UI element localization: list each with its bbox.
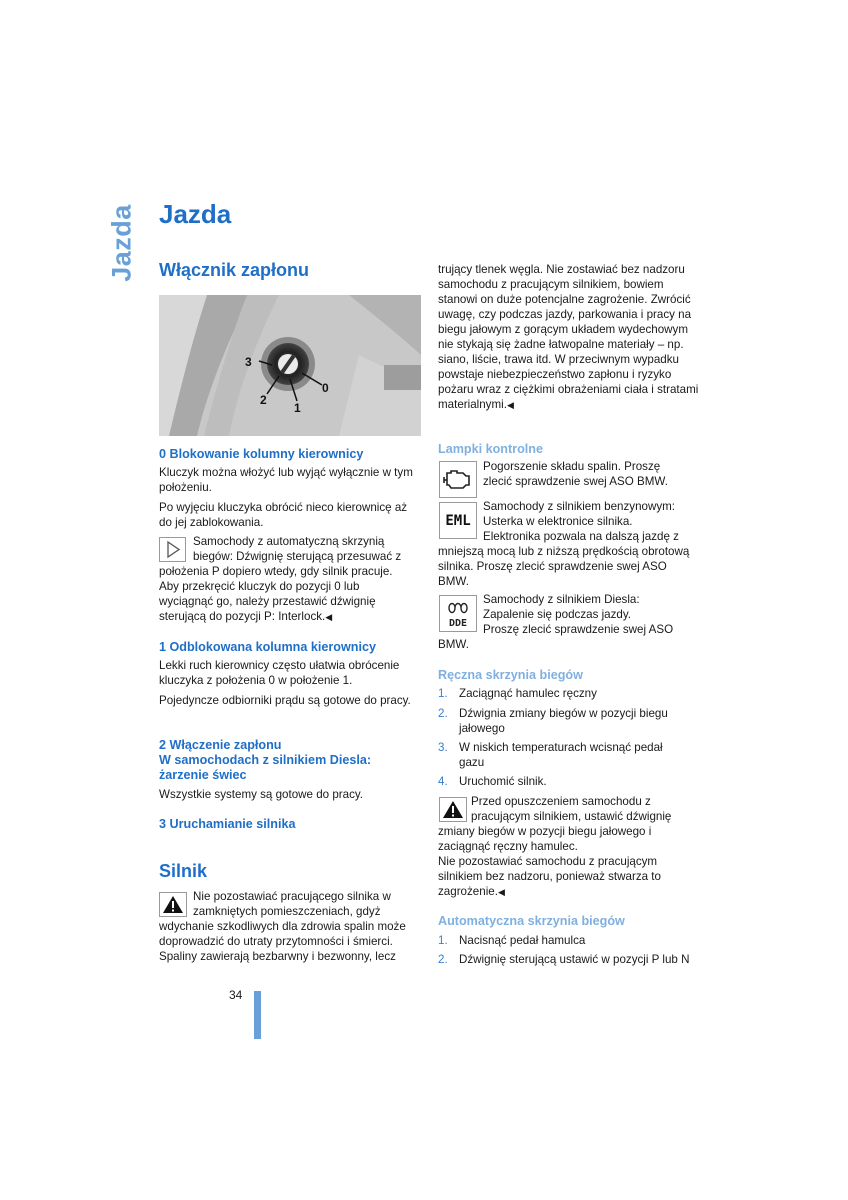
end-marker: ◀ (325, 612, 333, 622)
lamp1-line-2: zlecić sprawdzenie swej ASO BMW. (483, 475, 668, 488)
ignition-switch-illustration (159, 295, 421, 436)
step-text-cont: gazu (459, 756, 485, 769)
diesel-preheat-icon (439, 595, 477, 632)
s1-heading: 1 Odblokowana kolumna kierownicy (159, 640, 376, 654)
manual-step (438, 706, 700, 721)
eml-icon (439, 502, 477, 539)
warn-rest: zmiany biegów w pozycji biegu jałowego i zaciągnąć ręczny hamulec. (438, 825, 652, 853)
auto-step (438, 933, 700, 948)
step-text: W niskich temperaturach wcisnąć pedał (459, 741, 663, 754)
step-text: Nacisnąć pedał hamulca (459, 934, 586, 947)
warning-icon (159, 892, 187, 917)
end-marker: ◀ (497, 887, 505, 897)
auto-gearbox-heading: Automatyczna skrzynia biegów (438, 914, 625, 928)
engine-note-rest: wdychanie szkodliwych dla zdrowia spalin może doprowadzić do utraty przytomności i śmierci. Spaliny zawierają bezbarwny i bezwonny, lecz (159, 920, 406, 963)
step-number: 2. (438, 707, 448, 720)
photo-label-1: 1 (294, 401, 301, 415)
dde-icon-text: DDE (448, 618, 468, 629)
s0-note-line-2: biegów: Dźwignię sterującą przesuwać z (193, 550, 402, 563)
s2-heading-line-2: W samochodach z silnikiem Diesla: (159, 753, 372, 767)
warn-line-1: Przed opuszczeniem samochodu z (471, 795, 651, 808)
eml-icon-text: EML (445, 512, 471, 529)
photo-label-0: 0 (322, 381, 329, 395)
continuation-text: trujący tlenek węgla. Nie zostawiać bez nadzoru samochodu z pracującym silnikiem, bowiem stanowi on duże potencjalne zagrożenie. Zwrócić uwagę, czy podczas jazdy, parkowania i pracy na biegu jałowym z gorącym układem wydechowym nie stykają się żadne łatwopalne materiały – np. siano, liście, trawa itd. W przeciwnym wypadku powstaje niebezpieczeństwo zapłonu i ryzyko pożaru wraz z ciężkimi obrażeniami ciała i stratami materialnymi. (438, 263, 699, 411)
side-tab-label: Jazda (106, 204, 137, 282)
warn-paragraph-2: Nie pozostawiać samochodu z pracującym silnikiem bez nadzoru, ponieważ stwarza to zagrożenie. (438, 855, 661, 898)
s0-heading: 0 Blokowanie kolumny kierownicy (159, 447, 364, 461)
step-number: 1. (438, 687, 448, 700)
step-number: 4. (438, 775, 448, 788)
s2-heading-line-3: żarzenie świec (159, 768, 247, 782)
lamp2-line-2: Usterka w elektronice silnika. (483, 515, 633, 528)
auto-step (438, 952, 718, 967)
lamp2-line-1: Samochody z silnikiem benzynowym: (483, 500, 676, 513)
lamps-heading: Lampki kontrolne (438, 442, 543, 456)
s0-note-rest: położenia P dopiero wtedy, gdy silnik pracuje. Aby przekręcić kluczyk do pozycji 0 lub wyciągnąć go, należy przestawić dźwignię sterującą do pozycji P: Interlock. (159, 565, 393, 623)
note-icon (159, 537, 186, 562)
warning-icon (439, 797, 467, 822)
s2-paragraph-1: Wszystkie systemy są gotowe do pracy. (159, 788, 364, 801)
step-number: 2. (438, 953, 448, 966)
manual-step (438, 686, 700, 701)
lamp3-line-2: Zapalenie się podczas jazdy. (483, 608, 632, 621)
lamp3-rest: BMW. (438, 638, 469, 651)
photo-label-3: 3 (245, 355, 252, 369)
s0-paragraph-2: Po wyjęciu kluczyka obrócić nieco kierownicę aż do jej zablokowania. (159, 501, 408, 529)
step-number: 1. (438, 934, 448, 947)
step-text: Dźwignię sterującą ustawić w pozycji P lub N (459, 953, 690, 966)
lamp1-line-1: Pogorszenie składu spalin. Proszę (483, 460, 661, 473)
step-text: Zaciągnąć hamulec ręczny (459, 687, 597, 700)
s1-paragraph-2: Pojedyncze odbiorniki prądu są gotowe do pracy. (159, 694, 411, 707)
chapter-title: Jazda (159, 199, 232, 229)
ignition-photo (159, 295, 421, 436)
engine-note-line-2: zamkniętych pomieszczeniach, gdyż (193, 905, 381, 918)
step-text: Uruchomić silnik. (459, 775, 547, 788)
s2-heading-line-1: 2 Włączenie zapłonu (159, 738, 282, 752)
ignition-switch-heading: Włącznik zapłonu (159, 260, 310, 280)
manual-step (438, 740, 700, 755)
lamp2-rest: mniejszą mocą lub z niższą prędkością obrotową silnika. Proszę zlecić sprawdzenie swej ASO BMW. (438, 545, 690, 588)
s0-paragraph-1: Kluczyk można włożyć lub wyjąć wyłącznie w tym położeniu. (159, 466, 413, 494)
step-text: Dźwignia zmiany biegów w pozycji biegu (459, 707, 668, 720)
engine-note-line-1: Nie pozostawiać pracującego silnika w (193, 890, 391, 903)
photo-label-2: 2 (260, 393, 267, 407)
lamp3-line-1: Samochody z silnikiem Diesla: (483, 593, 640, 606)
s0-note-line-1: Samochody z automatyczną skrzynią (193, 535, 385, 548)
page-marker-bar (254, 991, 261, 1039)
warn-line-2: pracującym silnikiem, ustawić dźwignię (471, 810, 672, 823)
step-number: 3. (438, 741, 448, 754)
check-engine-icon (439, 461, 477, 498)
step-text-cont: jałowego (459, 722, 505, 735)
manual-step (438, 774, 700, 789)
lamp3-line-3: Proszę zlecić sprawdzenie swej ASO (483, 623, 674, 636)
s3-heading: 3 Uruchamianie silnika (159, 817, 296, 831)
end-marker: ◀ (506, 400, 514, 410)
engine-heading: Silnik (159, 861, 208, 881)
lamp2-line-3: Elektronika pozwala na dalszą jazdę z (483, 530, 679, 543)
s1-paragraph-1: Lekki ruch kierownicy często ułatwia obrócenie kluczyka z położenia 0 w położenie 1. (159, 659, 400, 687)
manual-gearbox-heading: Ręczna skrzynia biegów (438, 668, 583, 682)
chapter-side-tab (104, 200, 140, 286)
page-number: 34 (229, 988, 243, 1002)
